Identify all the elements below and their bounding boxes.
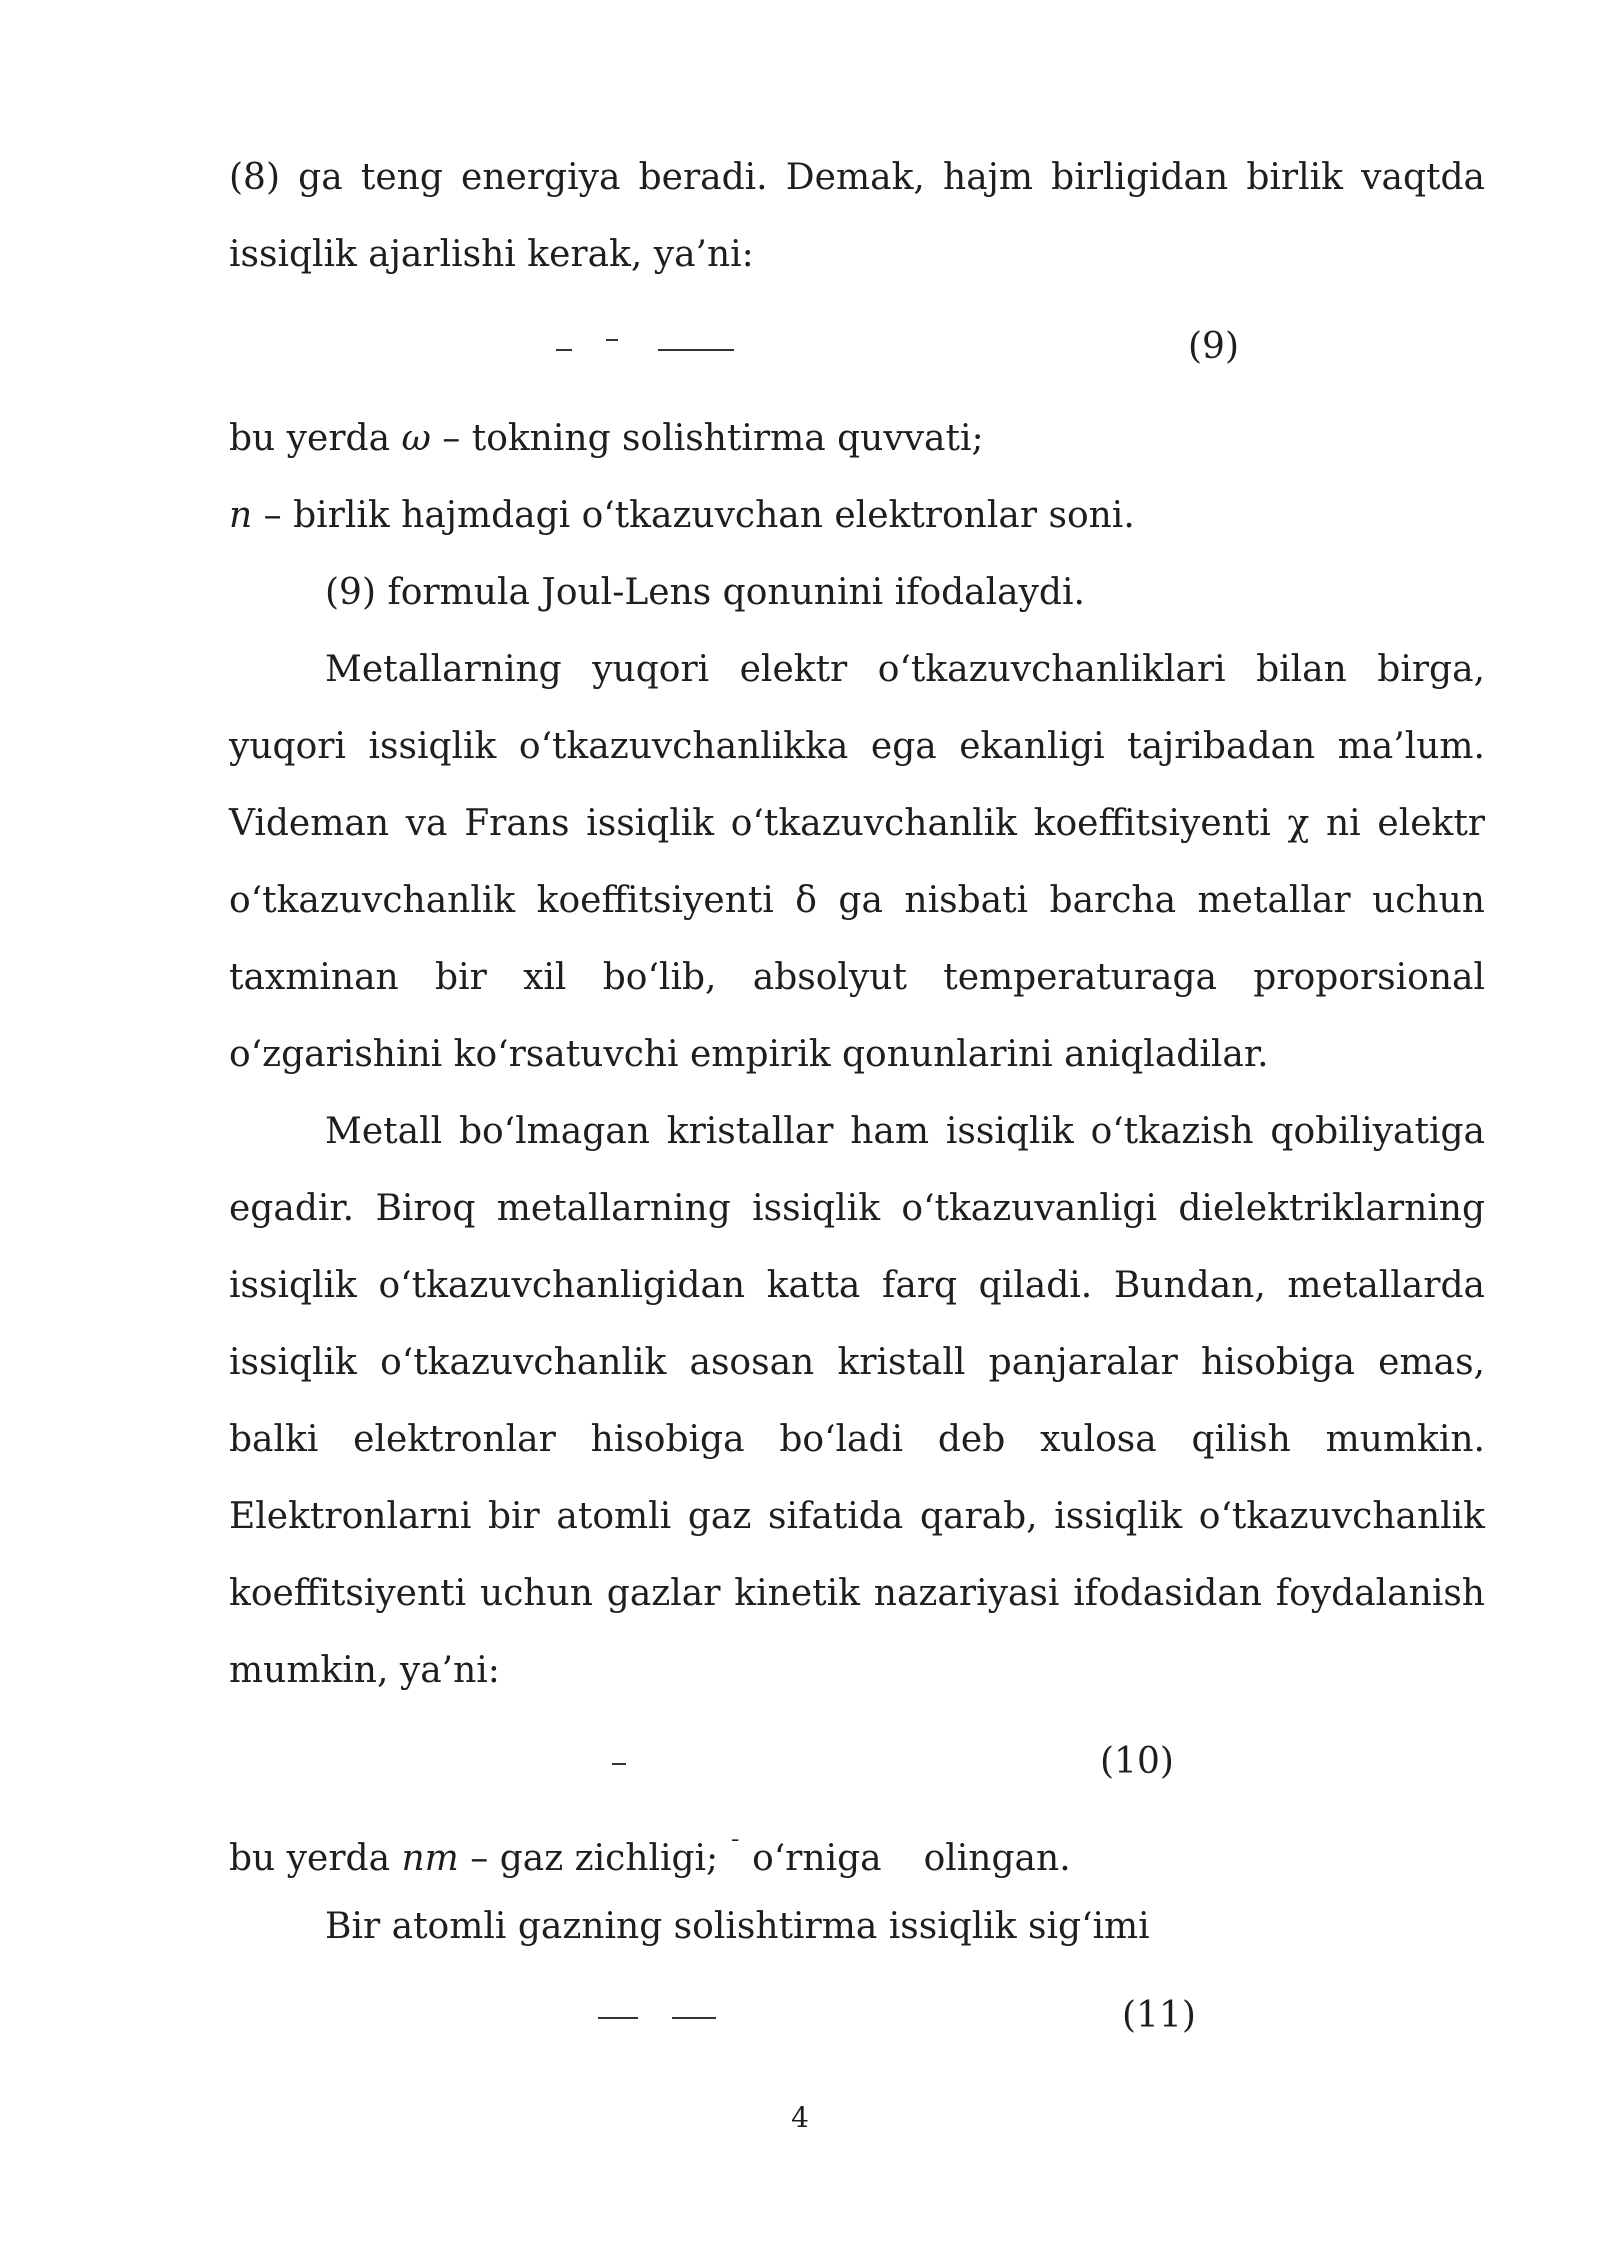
text-span: bu yerda [229, 1838, 402, 1879]
fraction-bar [598, 2017, 638, 2019]
paragraph-line: balki elektronlar hisobiga bo‘ladi deb xulosa qilish mumkin. [229, 1419, 1485, 1460]
text-span: – gaz zichligi; [458, 1838, 730, 1879]
text-span: – tokning solishtirma quvvati; [430, 418, 984, 459]
paragraph-line: (8) ga teng energiya beradi. Demak, hajm birligidan birlik vaqtda [229, 157, 1485, 198]
paragraph-line: issiqlik o‘tkazuvchanlik asosan kristall panjaralar hisobiga emas, [229, 1342, 1485, 1383]
paragraph-line: Metall bo‘lmagan kristallar ham issiqlik o‘tkazish qobiliyatiga [325, 1111, 1485, 1152]
equation-number: (9) [1188, 326, 1239, 367]
equation-number: (11) [1122, 1995, 1196, 2036]
paragraph-line [229, 491, 1485, 541]
fraction-bar [672, 2017, 716, 2019]
paragraph-line: Bir atomli gazning solishtirma issiqlik sig‘imi [325, 1906, 1150, 1947]
paragraph-line: Videman va Frans issiqlik o‘tkazuvchanlik koeffitsiyenti χ ni elektr [229, 803, 1485, 844]
paragraph-line: issiqlik ajarlishi kerak, ya’ni: [229, 234, 754, 275]
paragraph-line: mumkin, ya’ni: [229, 1650, 500, 1691]
text-span: olingan. [923, 1838, 1071, 1879]
paragraph-line: o‘zgarishini ko‘rsatuvchi empirik qonunlarini aniqladilar. [229, 1034, 1269, 1075]
fraction-bar [612, 1763, 626, 1765]
text-span: – birlik hajmdagi o‘tkazuvchan elektronlar soni. [252, 495, 1135, 536]
n-symbol: n [229, 495, 253, 536]
nm-symbol: nm [401, 1838, 459, 1879]
text-span: bu yerda [229, 418, 402, 459]
paragraph-line: issiqlik o‘tkazuvchanligidan katta farq qiladi. Bundan, metallarda [229, 1265, 1485, 1306]
paragraph-line: egadir. Biroq metallarning issiqlik o‘tkazuvanligi dielektriklarning [229, 1188, 1485, 1229]
text-span: o‘rniga [752, 1838, 882, 1879]
paragraph-line: taxminan bir xil bo‘lib, absolyut temperaturaga proporsional [229, 957, 1485, 998]
paragraph-line [229, 414, 1485, 464]
paragraph-line: Elektronlarni bir atomli gaz sifatida qarab, issiqlik o‘tkazuvchanlik [229, 1496, 1485, 1537]
paragraph-line: Metallarning yuqori elektr o‘tkazuvchanliklari bilan birga, [325, 649, 1485, 690]
equation-stroke [606, 339, 618, 341]
paragraph-line: o‘tkazuvchanlik koeffitsiyenti δ ga nisbati barcha metallar uchun [229, 880, 1485, 921]
page-number: 4 [791, 2101, 809, 2134]
equation-number: (10) [1100, 1741, 1174, 1782]
paragraph-line: koeffitsiyenti uchun gazlar kinetik nazariyasi ifodasidan foydalanish [229, 1573, 1485, 1614]
fraction-bar [658, 349, 734, 351]
paragraph-line [229, 1825, 1485, 1884]
paragraph-line: yuqori issiqlik o‘tkazuvchanlikka ega ekanligi tajribadan ma’lum. [229, 726, 1485, 767]
paragraph-line: (9) formula Joul-Lens qonunini ifodalaydi. [325, 572, 1085, 613]
overbar-mark: ¯ [729, 1837, 741, 1862]
omega-symbol: ω [401, 418, 431, 459]
equation-stroke [556, 349, 572, 351]
